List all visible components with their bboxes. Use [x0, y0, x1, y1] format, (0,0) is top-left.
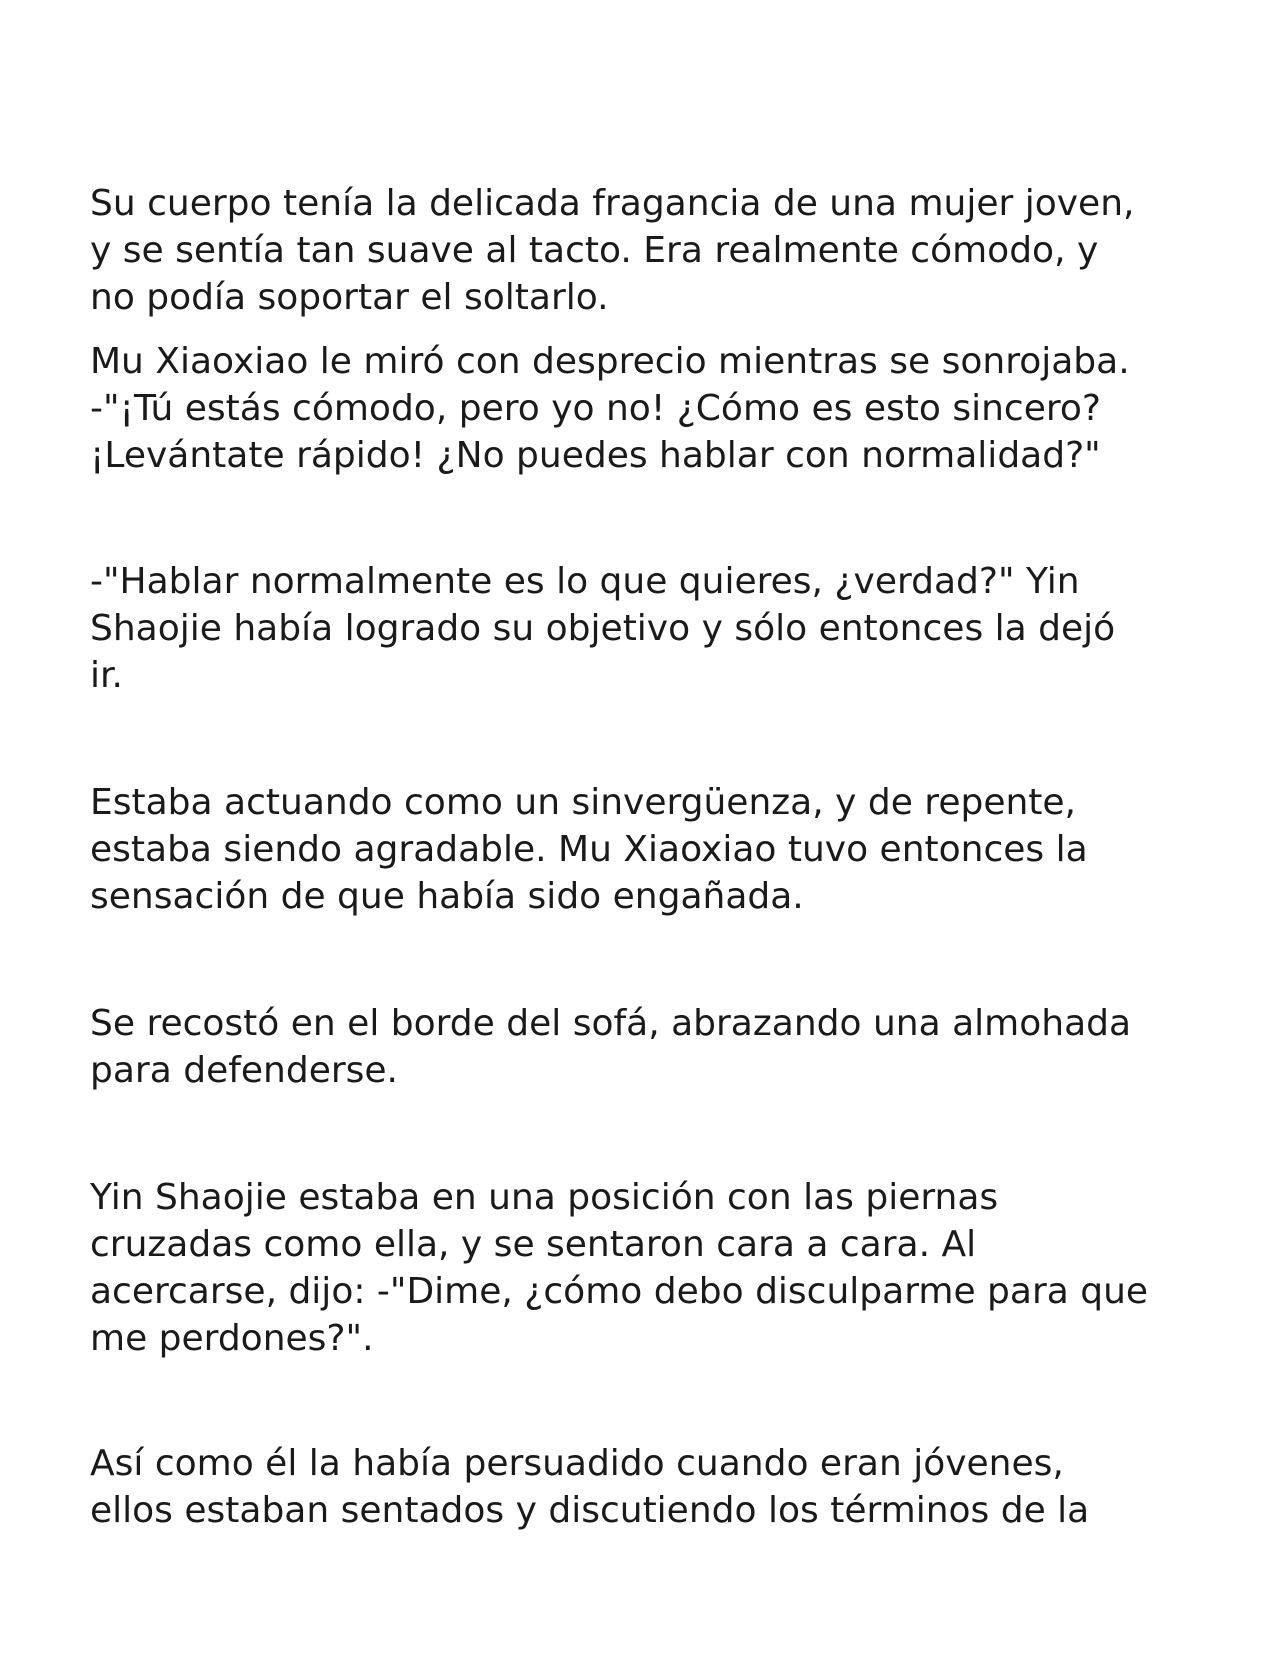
- paragraph-line: para defenderse.: [90, 1050, 399, 1091]
- paragraph-jovenes: [90, 1440, 1220, 1534]
- paragraph-line: Así como él la había persuadido cuando eran jóvenes,: [90, 1443, 1064, 1484]
- paragraph-line: estaba siendo agradable. Mu Xiaoxiao tuvo entonces la: [90, 829, 1088, 870]
- paragraph-line: me perdones?".: [90, 1318, 374, 1359]
- paragraph-line: Su cuerpo tenía la delicada fragancia de una mujer joven,: [90, 183, 1135, 224]
- paragraph-line: Mu Xiaoxiao le miró con desprecio mientras se sonrojaba.: [90, 341, 1130, 382]
- paragraph-sofa: [90, 1000, 1220, 1094]
- paragraph-line: ir.: [90, 655, 123, 696]
- paragraph-mu-xiaoxiao-blush: [90, 338, 1220, 479]
- paragraph-fragrance: [90, 180, 1220, 321]
- paragraph-line: Yin Shaojie estaba en una posición con las piernas: [90, 1177, 999, 1218]
- paragraph-line: y se sentía tan suave al tacto. Era realmente cómodo, y: [90, 230, 1099, 271]
- paragraph-line: Estaba actuando como un sinvergüenza, y de repente,: [90, 782, 1076, 823]
- paragraph-cara-a-cara: [90, 1174, 1220, 1362]
- paragraph-line: cruzadas como ella, y se sentaron cara a cara. Al: [90, 1224, 977, 1265]
- paragraph-hablar-normalmente: [90, 558, 1220, 699]
- paragraph-line: ¡Levántate rápido! ¿No puedes hablar con normalidad?": [90, 435, 1101, 476]
- paragraph-line: acercarse, dijo: -"Dime, ¿cómo debo disculparme para que: [90, 1271, 1149, 1312]
- paragraph-line: ellos estaban sentados y discutiendo los términos de la: [90, 1490, 1090, 1531]
- paragraph-sinverguenza: [90, 779, 1220, 920]
- paragraph-line: -"Hablar normalmente es lo que quieres, ¿verdad?" Yin: [90, 561, 1080, 602]
- paragraph-line: no podía soportar el soltarlo.: [90, 277, 609, 318]
- paragraph-line: sensación de que había sido engañada.: [90, 876, 804, 917]
- paragraph-line: -"¡Tú estás cómodo, pero yo no! ¿Cómo es esto sincero?: [90, 388, 1101, 429]
- paragraph-line: Se recostó en el borde del sofá, abrazando una almohada: [90, 1003, 1132, 1044]
- paragraph-line: Shaojie había logrado su objetivo y sólo entonces la dejó: [90, 608, 1116, 649]
